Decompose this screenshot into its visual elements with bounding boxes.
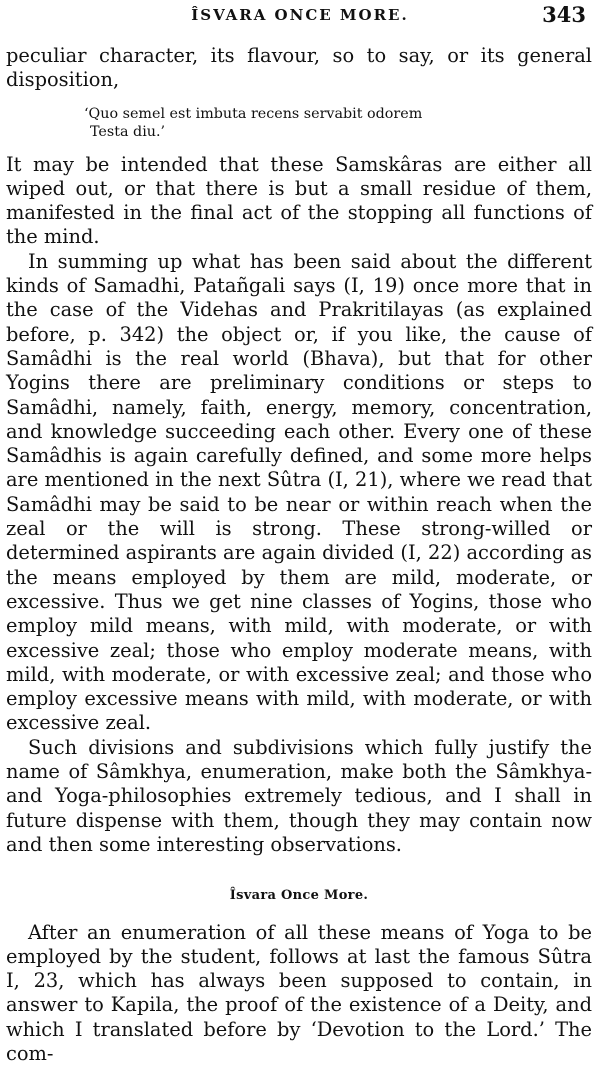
paragraph-samskaras: It may be intended that these Samskâras are either all wiped out, or that there is but a small residue of them, manifested in the final act of the stopping all functions of the mind. <box>6 153 592 250</box>
paragraph-samadhi: In summing up what has been said about the different kinds of Samadhi, Patañgali says (I, 19) once more that in the case of the Videhas and Prakritilayas (as explained before, p. 342) the object or, if you like, the cause of Samâdhi is the real world (Bhava), but that for other Yogins there are preliminary conditions or steps to Samâdhi, namely, faith, energy, memory, concentration, and knowledge succeeding each other. Every one of these Samâdhis is again carefully defined, and some more helps are mentioned in the next Sûtra (I, 21), where we read that Samâdhi may be said to be near or within reach when the zeal or the will is strong. These strong-willed or determined aspirants are again divided (I, 22) according as the means employed by them are mild, moderate, or excessive. Thus we get nine classes of Yogins, those who employ mild means, with mild, with moderate, or with excessive zeal; those who employ moderate means, with mild, with moderate, or with excessive zeal; and those who employ excessive means with mild, with moderate, or with excessive zeal. <box>6 250 592 736</box>
running-title: ÎSVARA ONCE MORE. <box>0 6 600 24</box>
paragraph-continuation: peculiar character, its flavour, so to say, or its general disposition, <box>6 44 592 93</box>
paragraph-isvara: After an enumeration of all these means of Yoga to be employed by the student, follows at last the famous Sûtra I, 23, which has always been supposed to contain, in answer to Kapila, the proof of the existence of a Deity, and which I translated before by ‘Devotion to the Lord.’ The com- <box>6 921 592 1066</box>
paragraph-divisions: Such divisions and subdivisions which fully justify the name of Sâmkhya, enumeration, make both the Sâmkhya- and Yoga-philosophies extremely tedious, and I shall in future dispense with them, though they may contain now and then some interesting observations. <box>6 736 592 857</box>
section-heading: Îsvara Once More. <box>6 884 592 908</box>
quote-line-2: Testa diu.’ <box>84 123 592 141</box>
running-head <box>0 2 600 30</box>
latin-quote <box>84 105 592 141</box>
page-number: 343 <box>542 2 586 27</box>
quote-line-1: ‘Quo semel est imbuta recens servabit odorem <box>84 105 592 123</box>
body-text <box>6 44 592 1066</box>
